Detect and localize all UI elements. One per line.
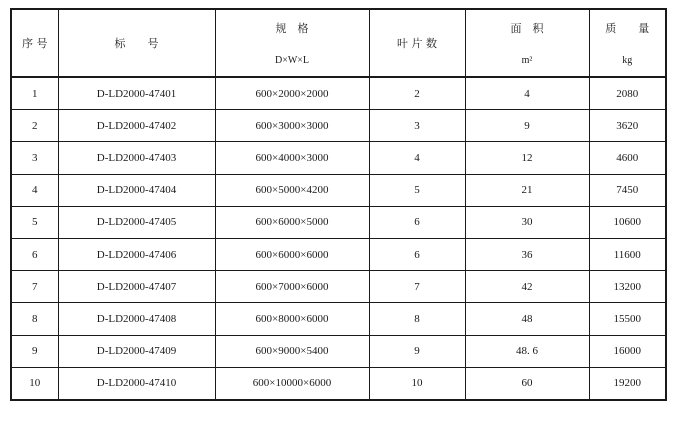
- cell-blades: 10: [369, 367, 465, 400]
- cell-seq: 9: [11, 335, 58, 367]
- cell-seq: 7: [11, 271, 58, 303]
- cell-code: D-LD2000-47403: [58, 142, 215, 174]
- cell-area: 60: [465, 367, 589, 400]
- cell-blades: 2: [369, 77, 465, 110]
- cell-code: D-LD2000-47410: [58, 367, 215, 400]
- header-area-unit: m²: [521, 55, 533, 66]
- cell-spec: 600×6000×6000: [215, 238, 369, 270]
- cell-area: 42: [465, 271, 589, 303]
- cell-seq: 3: [11, 142, 58, 174]
- cell-code: D-LD2000-47407: [58, 271, 215, 303]
- header-seq: [11, 9, 58, 77]
- table-row: [11, 174, 666, 206]
- cell-blades: 8: [369, 303, 465, 335]
- cell-area: 48. 6: [465, 335, 589, 367]
- cell-mass: 3620: [589, 110, 666, 142]
- cell-blades: 5: [369, 174, 465, 206]
- cell-area: 12: [465, 142, 589, 174]
- cell-code: D-LD2000-47401: [58, 77, 215, 110]
- cell-spec: 600×10000×6000: [215, 367, 369, 400]
- cell-seq: 1: [11, 77, 58, 110]
- cell-mass: 7450: [589, 174, 666, 206]
- cell-code: D-LD2000-47406: [58, 238, 215, 270]
- cell-mass: 10600: [589, 206, 666, 238]
- header-mass-label: 质 量: [605, 22, 650, 35]
- cell-blades: 4: [369, 142, 465, 174]
- header-mass-unit: kg: [622, 55, 633, 66]
- table-row: [11, 110, 666, 142]
- table-row: [11, 335, 666, 367]
- header-code-label: 标 号: [114, 37, 159, 50]
- cell-spec: 600×2000×2000: [215, 77, 369, 110]
- table-row: [11, 367, 666, 400]
- cell-seq: 10: [11, 367, 58, 400]
- cell-area: 4: [465, 77, 589, 110]
- cell-blades: 7: [369, 271, 465, 303]
- cell-code: D-LD2000-47402: [58, 110, 215, 142]
- spec-table: [10, 8, 667, 401]
- header-spec-dimensions: D×W×L: [274, 55, 310, 66]
- header-area-label: 面 积: [510, 22, 544, 35]
- cell-seq: 2: [11, 110, 58, 142]
- header-blades: [369, 9, 465, 77]
- cell-spec: 600×9000×5400: [215, 335, 369, 367]
- header-code: [58, 9, 215, 77]
- cell-blades: 6: [369, 238, 465, 270]
- cell-code: D-LD2000-47409: [58, 335, 215, 367]
- cell-code: D-LD2000-47408: [58, 303, 215, 335]
- cell-spec: 600×7000×6000: [215, 271, 369, 303]
- cell-spec: 600×4000×3000: [215, 142, 369, 174]
- cell-mass: 4600: [589, 142, 666, 174]
- cell-mass: 19200: [589, 367, 666, 400]
- cell-mass: 16000: [589, 335, 666, 367]
- cell-seq: 6: [11, 238, 58, 270]
- table-row: [11, 303, 666, 335]
- cell-seq: 4: [11, 174, 58, 206]
- table-row: [11, 238, 666, 270]
- cell-spec: 600×8000×6000: [215, 303, 369, 335]
- cell-mass: 13200: [589, 271, 666, 303]
- spec-sheet: [10, 8, 667, 401]
- header-blades-label: 叶 片 数: [397, 37, 437, 50]
- header-spec: [215, 9, 369, 77]
- table-row: [11, 206, 666, 238]
- cell-spec: 600×6000×5000: [215, 206, 369, 238]
- table-row: [11, 142, 666, 174]
- cell-code: D-LD2000-47405: [58, 206, 215, 238]
- cell-area: 21: [465, 174, 589, 206]
- cell-blades: 6: [369, 206, 465, 238]
- cell-blades: 3: [369, 110, 465, 142]
- cell-seq: 5: [11, 206, 58, 238]
- cell-mass: 2080: [589, 77, 666, 110]
- header-mass: [589, 9, 666, 77]
- cell-blades: 9: [369, 335, 465, 367]
- cell-spec: 600×3000×3000: [215, 110, 369, 142]
- header-row: [11, 9, 666, 77]
- cell-mass: 15500: [589, 303, 666, 335]
- cell-area: 48: [465, 303, 589, 335]
- cell-area: 36: [465, 238, 589, 270]
- header-spec-label: 规 格: [275, 22, 309, 35]
- cell-area: 9: [465, 110, 589, 142]
- cell-mass: 11600: [589, 238, 666, 270]
- header-seq-label: 序 号: [22, 37, 48, 50]
- cell-spec: 600×5000×4200: [215, 174, 369, 206]
- cell-code: D-LD2000-47404: [58, 174, 215, 206]
- table-row: [11, 77, 666, 110]
- table-row: [11, 271, 666, 303]
- cell-area: 30: [465, 206, 589, 238]
- cell-seq: 8: [11, 303, 58, 335]
- header-area: [465, 9, 589, 77]
